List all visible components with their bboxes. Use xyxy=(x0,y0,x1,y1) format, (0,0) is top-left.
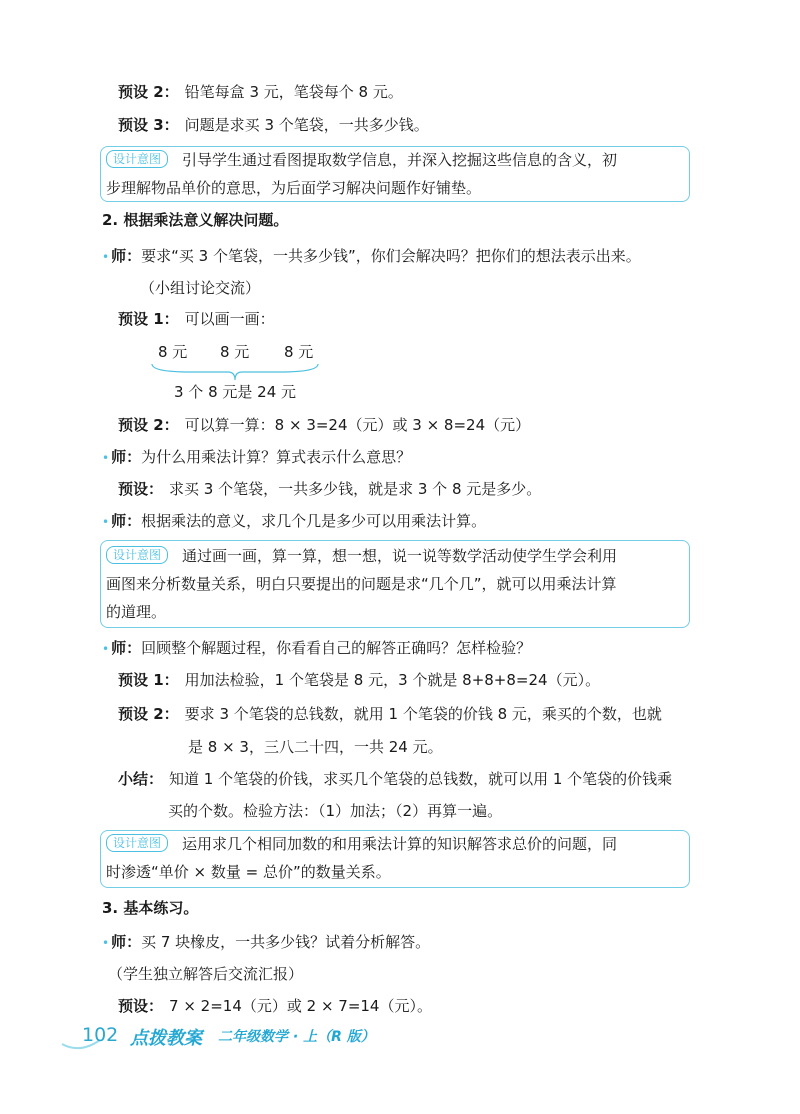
teacher-line-3: • 师：根据乘法的意义，求几个几是多少可以用乘法计算。 xyxy=(102,512,487,530)
teacher-line-4: • 师：回顾整个解题过程，你看看自己的解答正确吗？怎样检验？ xyxy=(102,639,532,657)
preset-3: 预设 3： 问题是求买 3 个笔袋，一共多少钱。 xyxy=(118,116,429,134)
draw-8yuan-b: 8 元 xyxy=(220,343,250,361)
preset-2-total-cont: 是 8 × 3，三八二十四，一共 24 元。 xyxy=(188,738,443,756)
draw-8yuan-a: 8 元 xyxy=(158,343,188,361)
bullet-dot-icon: • xyxy=(102,936,110,950)
design-intent-badge: 设计意图 xyxy=(106,834,168,852)
design-intent-1-line2: 步理解物品单价的意思，为后面学习解决问题作好铺垫。 xyxy=(106,179,482,197)
design-intent-1-line1: 设计意图 引导学生通过看图提取数学信息，并深入挖掘这些信息的含义，初 xyxy=(106,146,617,174)
preset-2-total: 预设 2： 要求 3 个笔袋的总钱数，就用 1 个笔袋的价钱 8 元，乘买的个数，也就 xyxy=(118,705,662,723)
brand-logo: 点拨教案 xyxy=(130,1028,202,1049)
design-intent-2-line2: 画图来分析数量关系，明白只要提出的问题是求“几个几”，就可以用乘法计算 xyxy=(106,575,617,593)
teacher-line-1: • 师：要求“买 3 个笔袋，一共多少钱”，你们会解决吗？把你们的想法表示出来。 xyxy=(102,247,641,265)
section-heading-3: 3. 基本练习。 xyxy=(102,899,199,917)
design-intent-2-line3: 的道理。 xyxy=(106,603,167,621)
independent-work: （学生独立解答后交流汇报） xyxy=(108,965,304,983)
brace-icon xyxy=(150,362,320,382)
design-intent-2-line1: 设计意图 通过画一画，算一算，想一想，说一说等数学活动使学生学会利用 xyxy=(106,542,617,570)
teacher-line-5: • 师：买 7 块橡皮，一共多少钱？试着分析解答。 xyxy=(102,933,431,951)
preset-2-calc: 预设 2： 可以算一算：8 × 3=24（元）或 3 × 8=24（元） xyxy=(118,416,531,434)
preset-answer: 预设： 求买 3 个笔袋，一共多少钱，就是求 3 个 8 元是多少。 xyxy=(118,480,542,498)
book-title: 二年级数学 · 上（R 版） xyxy=(218,1029,375,1045)
bullet-dot-icon: • xyxy=(102,451,110,465)
page-number: 102 xyxy=(82,1024,119,1046)
design-intent-badge: 设计意图 xyxy=(106,150,168,168)
bullet-dot-icon: • xyxy=(102,642,110,656)
teacher-line-2: • 师：为什么用乘法计算？算式表示什么意思？ xyxy=(102,448,412,466)
draw-sum: 3 个 8 元是 24 元 xyxy=(174,383,297,401)
design-intent-3-line1: 设计意图 运用求几个相同加数的和用乘法计算的知识解答求总价的问题，同 xyxy=(106,830,617,858)
design-intent-3-line2: 时渗透“单价 × 数量 = 总价”的数量关系。 xyxy=(106,863,391,881)
summary: 小结： 知道 1 个笔袋的价钱，求买几个笔袋的总钱数，就可以用 1 个笔袋的价钱乘 xyxy=(118,770,673,788)
preset-eraser: 预设： 7 × 2=14（元）或 2 × 7=14（元）。 xyxy=(118,997,432,1015)
section-heading-2: 2. 根据乘法意义解决问题。 xyxy=(102,211,289,229)
bullet-dot-icon: • xyxy=(102,250,110,264)
preset-2: 预设 2： 铅笔每盒 3 元，笔袋每个 8 元。 xyxy=(118,83,403,101)
preset-1-draw: 预设 1： 可以画一画： xyxy=(118,310,275,328)
bullet-dot-icon: • xyxy=(102,515,110,529)
preset-1-check: 预设 1： 用加法检验，1 个笔袋是 8 元，3 个就是 8+8+8=24（元）。 xyxy=(118,671,601,689)
draw-8yuan-c: 8 元 xyxy=(284,343,314,361)
design-intent-badge: 设计意图 xyxy=(106,546,168,564)
summary-cont: 买的个数。检验方法：（1）加法；（2）再算一遍。 xyxy=(168,802,503,820)
group-discussion: （小组讨论交流） xyxy=(140,279,261,297)
